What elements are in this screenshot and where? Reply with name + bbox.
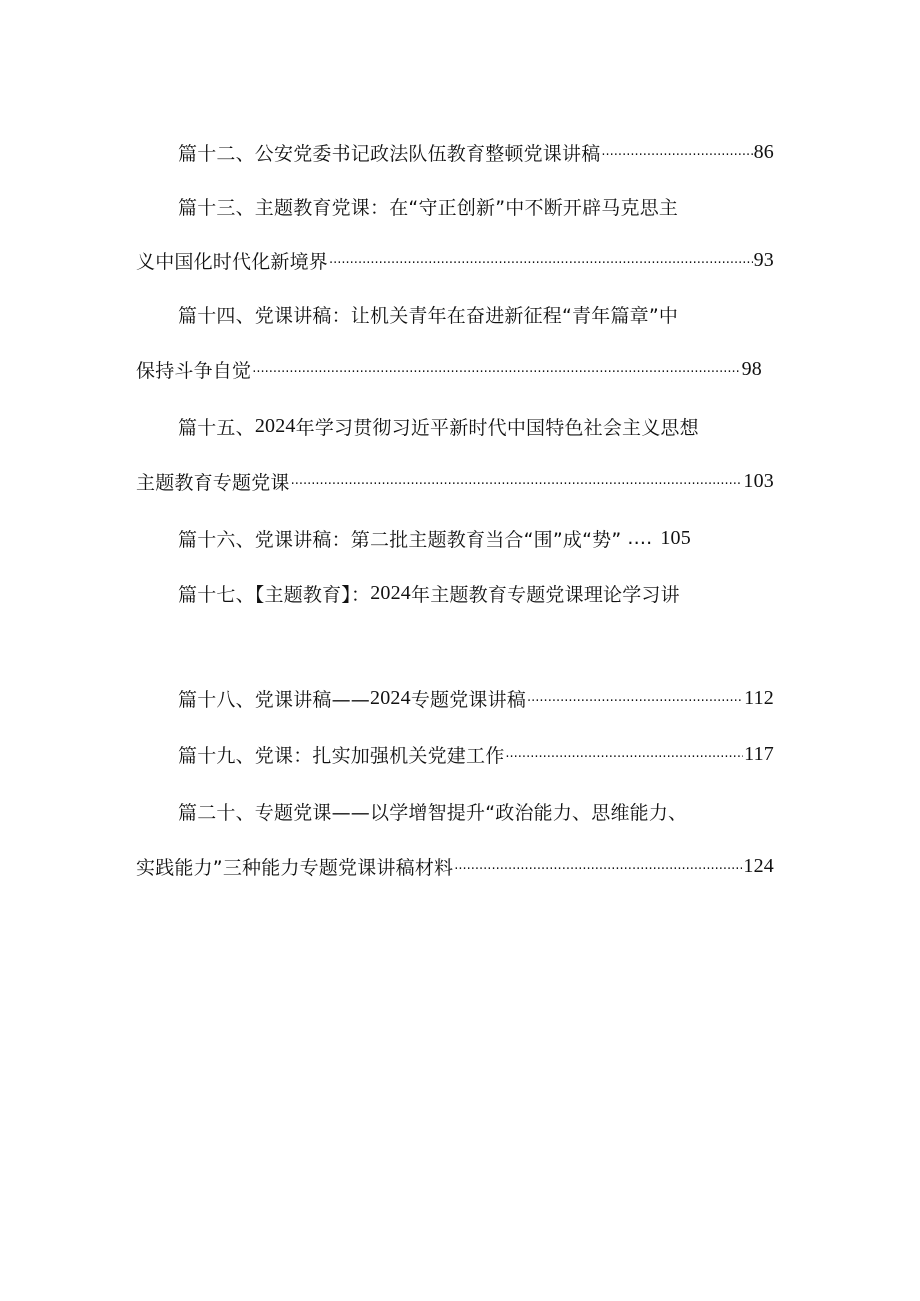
toc-entry-14-line2[interactable] [136, 354, 762, 384]
toc-leader-dots [329, 253, 753, 266]
toc-entry-16[interactable] [178, 523, 748, 553]
toc-entry-year: 2024 [370, 686, 411, 709]
toc-entry-19[interactable] [178, 739, 774, 769]
toc-page-number: 103 [743, 469, 774, 492]
toc-leader-dots [601, 145, 752, 158]
toc-entry-13-line2[interactable] [136, 245, 774, 275]
toc-entry-title-prefix: 篇十八、党课讲稿—— [178, 688, 371, 711]
toc-entry-title-cont: 义中国化时代化新境界 [136, 250, 329, 273]
toc-page-number: 117 [744, 742, 774, 765]
toc-page-number: 93 [753, 248, 774, 271]
toc-entry-year: 2024 [254, 414, 296, 437]
toc-entry-title-prefix: 篇十七、【主题教育】： [178, 583, 371, 606]
toc-page-number: 105 [660, 526, 691, 549]
toc-entry-title-prefix: 篇十五、 [178, 416, 255, 439]
toc-entry-20-line2[interactable] [136, 851, 774, 881]
toc-leader-dots-short: .... [627, 527, 653, 549]
toc-entry-13-line1[interactable] [178, 191, 738, 221]
toc-page-number: 124 [743, 854, 774, 877]
toc-page-number: 86 [753, 140, 774, 163]
toc-entry-14-line1[interactable] [178, 299, 738, 329]
toc-entry-title: 篇十九、党课：扎实加强机关党建工作 [178, 744, 505, 767]
toc-entry-17[interactable] [178, 578, 748, 608]
toc-entry-15-line1[interactable] [178, 411, 738, 441]
toc-entry-title-cont: 实践能力”三种能力专题党课讲稿材料 [136, 856, 454, 879]
toc-entry-title-rest: 专题党课讲稿 [410, 688, 527, 711]
toc-entry-15-line2[interactable] [136, 466, 774, 496]
toc-entry-12[interactable] [178, 137, 774, 167]
toc-page-number: 98 [741, 357, 762, 380]
toc-entry-title-rest: 年学习贯彻习近平新时代中国特色社会主义思想 [295, 416, 699, 439]
toc-entry-18[interactable] [178, 683, 774, 713]
toc-entry-title: 篇十二、公安党委书记政法队伍教育整顿党课讲稿 [178, 142, 601, 165]
toc-entry-20-line1[interactable] [178, 796, 738, 826]
toc-entry-title: 篇十六、党课讲稿：第二批主题教育当合“围”成“势” [178, 528, 622, 551]
toc-page-number: 112 [744, 686, 774, 709]
toc-entry-title-cont: 主题教育专题党课 [136, 471, 290, 494]
toc-leader-dots [252, 362, 740, 375]
toc-entry-title-cont: 保持斗争自觉 [136, 359, 252, 382]
toc-entry-title: 篇十三、主题教育党课：在“守正创新”中不断开辟马克思主 [178, 196, 679, 219]
toc-entry-year: 2024 [370, 581, 412, 604]
toc-leader-dots [505, 747, 743, 760]
toc-entry-title-rest: 年主题教育专题党课理论学习讲 [411, 583, 680, 606]
toc-leader-dots [291, 474, 743, 487]
toc-entry-title: 篇十四、党课讲稿：让机关青年在奋进新征程“青年篇章”中 [178, 304, 679, 327]
toc-entry-title: 篇二十、专题党课——以学增智提升“政治能力、思维能力、 [178, 801, 688, 824]
toc-leader-dots [454, 859, 742, 872]
toc-leader-dots [527, 691, 743, 704]
